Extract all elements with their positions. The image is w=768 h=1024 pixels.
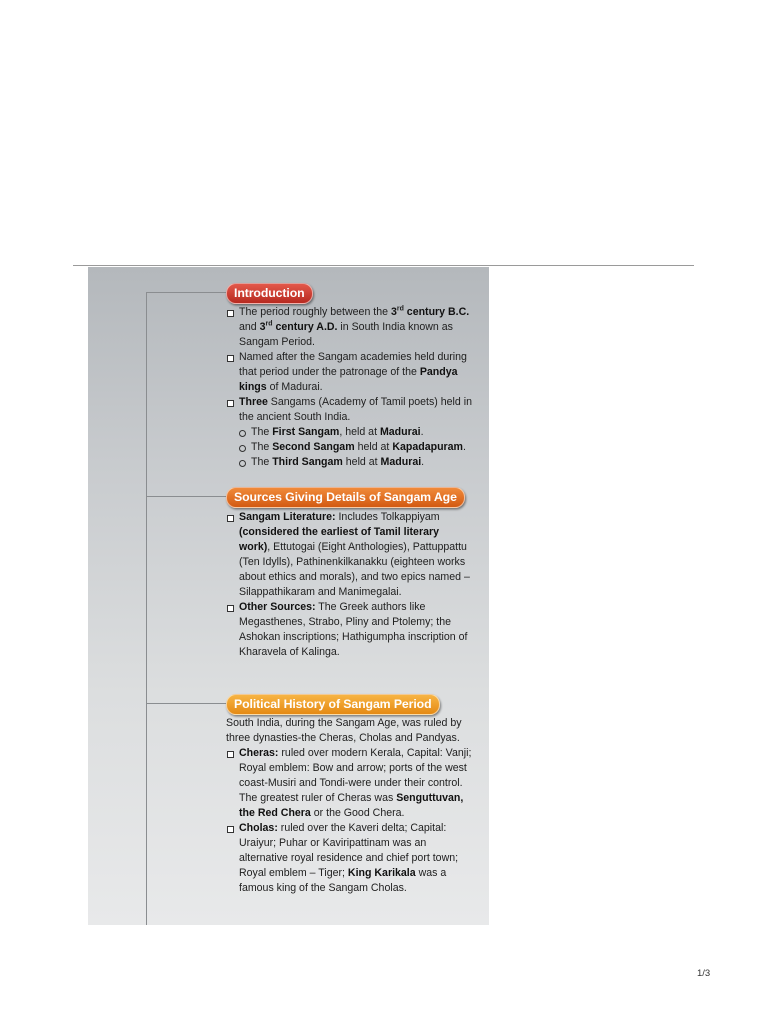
introduction-bullet-2: Named after the Sangam academies held during that period under the patronage of the Pandya kings of Madurai. [226,350,472,395]
introduction-subbullet-2: The Second Sangam held at Kapadapuram. [226,440,472,455]
square-bullet-icon [227,751,234,758]
branch-introduction [146,292,228,293]
circle-bullet-icon [239,430,246,437]
square-bullet-icon [227,826,234,833]
sources-bullet-1: Sangam Literature: Includes Tolkappiyam (considered the earliest of Tamil literary work), Ettutogai (Eight Anthologies), Pattuppattu (Ten Idylls), Pathinenkilkanakku (eighteen works about ethics and morals), and two epics named – Silappathikaram and Manimegalai. [226,510,472,600]
square-bullet-icon [227,310,234,317]
heading-sources: Sources Giving Details of Sangam Age [226,487,465,508]
square-bullet-icon [227,400,234,407]
political-bullet-cholas: Cholas: ruled over the Kaveri delta; Capital: Uraiyur; Puhar or Kaviripattinam was an alternative royal residence and chief port town; Royal emblem – Tiger; King Karikala was a famous king of the Sangam Cholas. [226,821,472,896]
square-bullet-icon [227,515,234,522]
heading-introduction: Introduction [226,283,313,304]
branch-sources [146,496,228,497]
sources-bullet-2: Other Sources: The Greek authors like Megasthenes, Strabo, Pliny and Ptolemy; the Ashokan inscriptions; Hathigumpha inscription of Kharavela of Kalinga. [226,600,472,660]
political-intro: South India, during the Sangam Age, was ruled by three dynasties-the Cheras, Cholas and Pandyas. [226,717,462,744]
circle-bullet-icon [239,460,246,467]
introduction-bullet-1: The period roughly between the 3rd century B.C. and 3rd century A.D. in South India known as Sangam Period. [226,305,472,350]
tree-trunk-line [146,292,147,925]
square-bullet-icon [227,355,234,362]
introduction-bullet-3: Three Sangams (Academy of Tamil poets) held in the ancient South India. [226,395,472,425]
square-bullet-icon [227,605,234,612]
branch-political [146,703,228,704]
heading-political-history: Political History of Sangam Period [226,694,440,715]
introduction-subbullet-3: The Third Sangam held at Madurai. [226,455,472,470]
introduction-subbullet-1: The First Sangam, held at Madurai. [226,425,472,440]
page-number: 1/3 [697,968,711,979]
political-content [226,716,472,896]
political-bullet-cheras: Cheras: ruled over modern Kerala, Capital: Vanji; Royal emblem: Bow and arrow; ports of the west coast-Musiri and Tondi-were under their control. The greatest ruler of Cheras was Senguttuvan, the Red Chera or the Good Chera. [226,746,472,821]
sources-content [226,510,472,660]
circle-bullet-icon [239,445,246,452]
introduction-content [226,305,472,470]
top-divider [73,265,694,266]
content-panel [88,267,489,925]
